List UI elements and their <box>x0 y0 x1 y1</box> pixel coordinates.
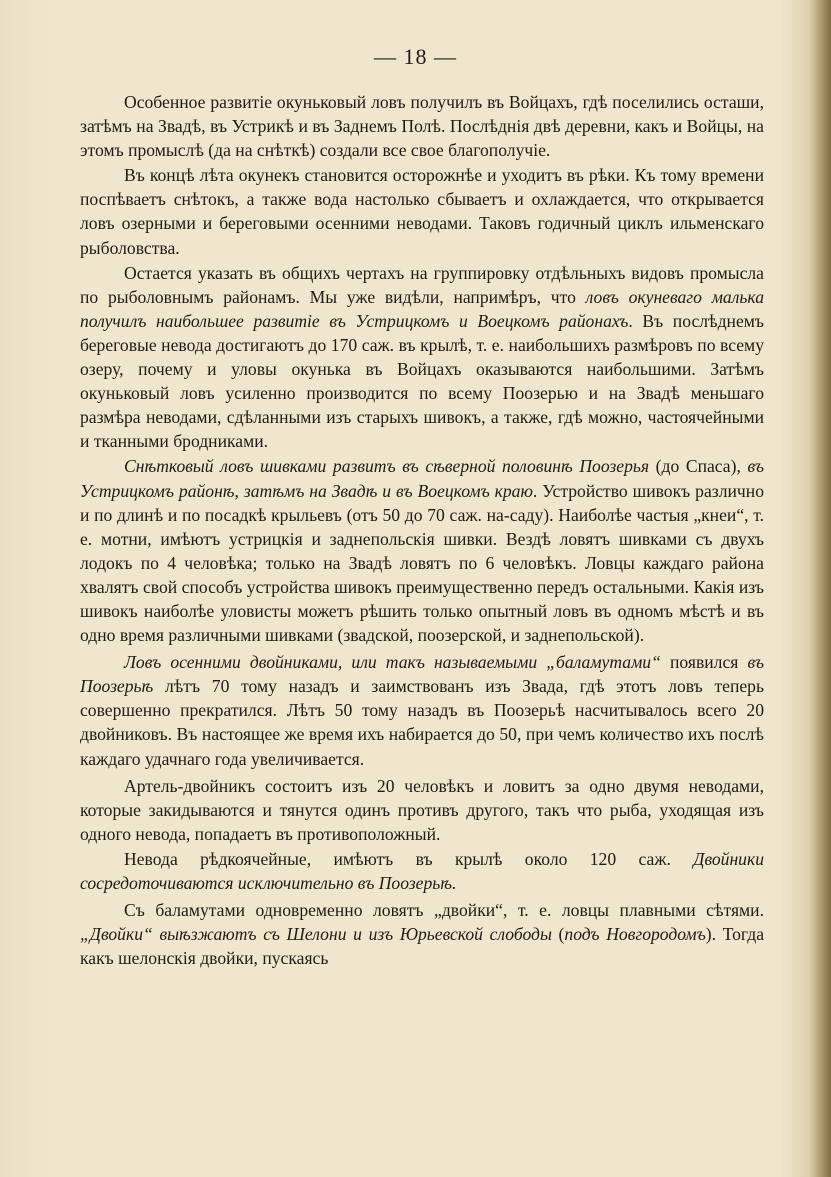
italic-text: ловъ окуневаго малька получилъ наибольшее развитіе въ Устрицкомъ и Воецкомъ районахъ <box>80 286 764 331</box>
text-run: появился <box>660 652 748 673</box>
paragraph <box>80 261 764 454</box>
paragraph <box>80 898 764 970</box>
italic-text: подъ Новгородомъ <box>564 924 706 945</box>
text-run: ( <box>551 924 565 945</box>
paragraph <box>80 90 764 162</box>
text-run: Остается указать въ общихъ чертахъ на группировку отдѣльныхъ видовъ промысла по рыболовнымъ районамъ. Мы уже видѣли, напримѣръ, что <box>80 262 764 307</box>
italic-text: Снѣтковый ловъ шивками развитъ въ сѣверной половинѣ Поозерья <box>124 456 650 477</box>
paragraph <box>80 774 764 846</box>
paragraph <box>80 650 764 770</box>
text-run: Артель-двойникъ состоитъ изъ 20 человѣкъ и ловитъ за одно двумя неводами, которые закидываются и тянутся одинъ противъ другого, такъ что рыба, уходящая изъ одного невода, попадаетъ въ противоположный. <box>80 775 764 844</box>
text-run: Въ концѣ лѣта окунекъ становится осторожнѣе и уходитъ въ рѣки. Къ тому времени поспѣваетъ снѣтокъ, а также вода настолько сбываетъ и охлаждается, что открывается ловъ озерными и береговыми осенними неводами. Таковъ годичный циклъ ильменскаго рыболовства. <box>80 165 764 258</box>
paragraph <box>80 847 764 895</box>
italic-text: въ Поозерьѣ <box>80 652 764 697</box>
italic-text: Ловъ осенними двойниками, или такъ называемыми „баламутами“ <box>124 652 661 673</box>
italic-text: „Двойки“ выѣзжаютъ съ Шелони и изъ Юрьевской слободы <box>80 924 552 945</box>
text-run: Съ баламутами одновременно ловятъ „двойки“, т. е. ловцы плавными сѣтями. <box>124 900 764 921</box>
text-run: . Устройство шивокъ различно и по длинѣ и по посадкѣ крыльевъ (отъ 50 до 70 саж. на-саду). Наиболѣе частыя „кнеи“, т. е. мотни, имѣютъ устрицкія и заднепольскія шивки. Вездѣ ловятъ шивками съ двухъ лодокъ по 4 человѣка; только на Звадѣ ловятъ по 6 человѣкъ. Ловцы каждаго района хвалятъ свой способъ устройства шивокъ преимущественно передъ остальными. Какія изъ шивокъ наиболѣе уловисты можетъ рѣшить только опытный ловъ въ одномъ мѣстѣ и въ одно время различными шивками (звадской, поозерской, и заднепольской). <box>80 480 764 646</box>
text-run: (до Спаса), <box>649 456 748 477</box>
page-number: — 18 — <box>374 44 457 69</box>
text-run: . Въ послѣднемъ береговые невода достигаютъ до 170 саж. въ крылѣ, т. е. наибольшихъ размѣровъ по всему озеру, почему и уловы окунька въ Войцахъ оказываются наибольшими. Затѣмъ окуньковый ловъ усиленно производится по всему Поозерью и на Звадѣ меньшаго размѣра неводами, сдѣланными изъ старыхъ шивокъ, а также, гдѣ можно, частоячейными и тканными бродниками. <box>80 310 764 452</box>
italic-text: Двойники сосредоточиваются исключительно въ Поозерьѣ. <box>80 848 764 893</box>
text-run: Невода рѣдкоячейные, имѣютъ въ крылѣ около 120 саж. <box>124 848 694 869</box>
text-run: лѣтъ 70 тому назадъ и заимствованъ изъ Звада, гдѣ этотъ ловъ теперь совершенно прекратился. Лѣтъ 50 тому назадъ въ Поозерьѣ насчитывалось всего 20 двойниковъ. Въ настоящее же время ихъ набирается до 50, при чемъ количество ихъ послѣ каждаго удачнаго года увеличивается. <box>80 676 764 769</box>
page-edge-shadow <box>809 0 831 1177</box>
text-run: Особенное развитіе окуньковый ловъ получилъ въ Войцахъ, гдѣ поселились осташи, затѣмъ на Звадѣ, въ Устрикѣ и въ Заднемъ Полѣ. Послѣднія двѣ деревни, какъ и Войцы, на этомъ промыслѣ (да на снѣткѣ) создали все свое благополучіе. <box>80 92 764 161</box>
body-text <box>80 90 764 971</box>
italic-text: въ Устрицкомъ районѣ, затѣмъ на Звадѣ и въ Воецкомъ краю <box>80 456 765 501</box>
text-run: ). Тогда какъ шелонскія двойки, пускаясь <box>80 924 764 969</box>
paragraph <box>80 454 764 647</box>
paragraph <box>80 163 764 259</box>
